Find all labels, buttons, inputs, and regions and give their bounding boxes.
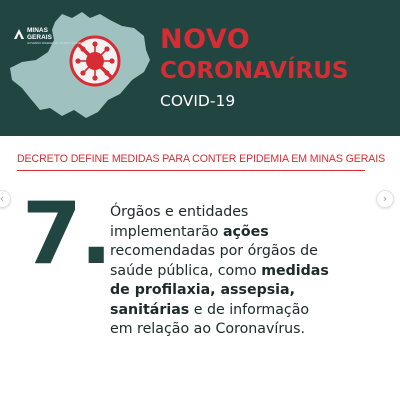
emphasis-text: sanitárias <box>110 301 190 318</box>
title-coronavirus: CORONAVÍRUS <box>160 58 349 84</box>
emphasis-text: medidas <box>261 262 329 279</box>
text-line: implementarão ações <box>110 223 269 240</box>
item-number: 7. <box>22 184 111 284</box>
text-line: sanitárias e de informação <box>110 301 310 318</box>
text-line: de profilaxia, assepsia, <box>110 282 295 298</box>
logo-line2: GERAIS <box>27 33 52 41</box>
text-line: em relação ao Coronavírus. <box>110 321 306 337</box>
minas-gerais-map-icon <box>0 0 160 136</box>
text-line: Órgãos e entidades <box>110 204 249 220</box>
measure-text <box>110 203 395 340</box>
minas-gerais-logo <box>14 28 87 45</box>
decree-subtitle: DECRETO DEFINE MEDIDAS PARA CONTER EPIDEMIA EM MINAS GERAIS <box>17 153 386 165</box>
header-banner <box>0 0 400 136</box>
emphasis-text: ações <box>222 223 269 240</box>
logo-tagline: GOVERNO DIFERENTE. ESTADO EFICIENTE. <box>27 41 87 45</box>
text-line: recomendadas por órgãos de <box>110 243 318 259</box>
next-arrow-icon[interactable]: › <box>376 190 394 208</box>
minas-gerais-logo-icon <box>14 29 24 39</box>
prev-arrow-icon[interactable]: ‹ <box>0 190 11 208</box>
subtitle-underline <box>17 170 365 171</box>
title-novo: NOVO <box>160 24 251 55</box>
title-covid: COVID-19 <box>160 92 236 110</box>
text-line: saúde pública, como medidas <box>110 262 329 279</box>
logo-line1: MINAS <box>27 27 48 34</box>
